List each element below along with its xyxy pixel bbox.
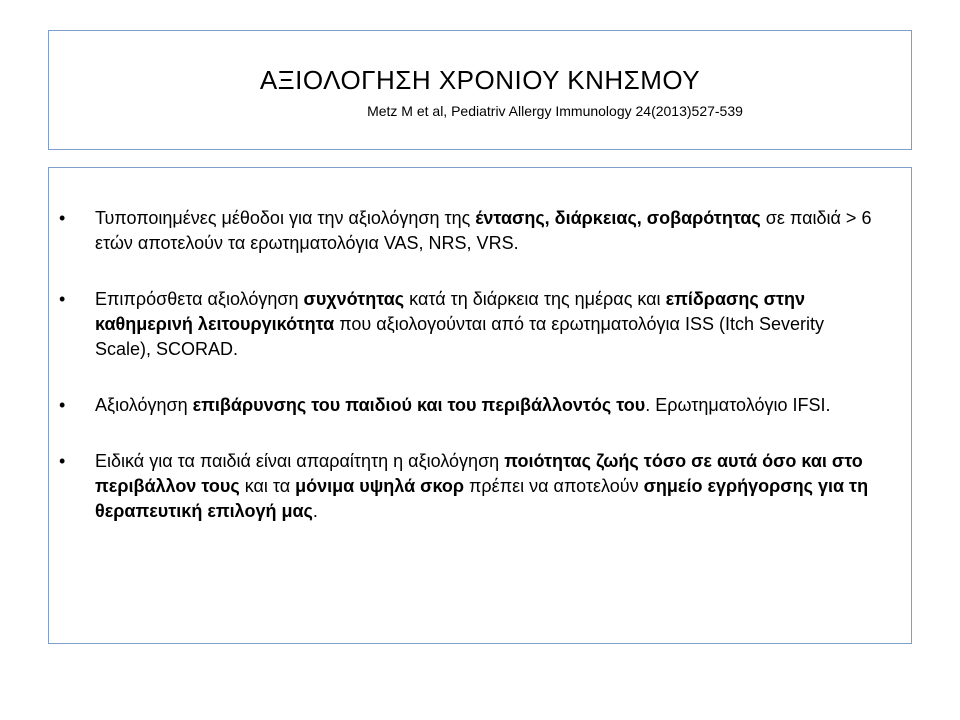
bullet-text-bold: συχνότητας	[303, 289, 405, 309]
slide-citation: Metz M et al, Pediatriv Allergy Immunology 24(2013)527-539	[367, 103, 743, 119]
bullet-text-segment: Τυποποιημένες μέθοδοι για την αξιολόγηση της	[95, 208, 476, 228]
bullet-text-bold: επιβάρυνσης του παιδιού και του περιβάλλοντός του	[192, 395, 646, 415]
bullet-text-segment: Επιπρόσθετα αξιολόγηση	[95, 289, 304, 309]
bullet-text-segment: πρέπει να αποτελούν	[464, 476, 644, 496]
bullet-text-bold: επίδρασης στην καθημερινή λειτουργικότητα	[95, 289, 806, 334]
bullet-text-segment: . Ερωτηματολόγιο IFSI.	[645, 395, 831, 415]
bullet-text-bold: μόνιμα υψηλά σκορ	[295, 476, 465, 496]
bullet-text-segment: σε παιδιά > 6 ετών αποτελούν τα ερωτηματολόγια VAS, NRS, VRS.	[95, 208, 872, 253]
bullet-item	[49, 206, 911, 256]
bullet-dot-icon: •	[59, 208, 66, 228]
bullet-text-segment: Ειδικά για τα παιδιά είναι απαραίτητη η αξιολόγηση	[95, 451, 505, 471]
bullet-item	[49, 287, 911, 362]
title-box	[48, 30, 912, 150]
bullet-text-segment: κατά τη διάρκεια της ημέρας και	[404, 289, 666, 309]
bullet-text-segment: που αξιολογούνται από τα ερωτηματολόγια ISS (Itch Severity Scale), SCORAD.	[95, 314, 824, 359]
bullet-list	[49, 206, 911, 555]
content-box	[48, 167, 912, 644]
bullet-dot-icon: •	[59, 451, 66, 471]
bullet-dot-icon: •	[59, 289, 66, 309]
bullet-text-segment: .	[312, 501, 318, 521]
bullet-text-bold: έντασης, διάρκειας, σοβαρότητας	[475, 208, 761, 228]
bullet-text-bold: σημείο εγρήγορσης για τη θεραπευτική επιλογή μας	[95, 476, 869, 521]
bullet-text-segment: Αξιολόγηση	[95, 395, 193, 415]
bullet-dot-icon: •	[59, 395, 66, 415]
bullet-text-segment: και τα	[239, 476, 296, 496]
slide-title: ΑΞΙΟΛΟΓΗΣΗ ΧΡΟΝΙΟΥ ΚΝΗΣΜΟΥ	[259, 65, 701, 95]
bullet-text-bold: ποιότητας ζωής τόσο σε αυτά όσο και στο περιβάλλον τους	[95, 451, 863, 496]
bullet-item	[49, 449, 911, 524]
bullet-item	[49, 393, 911, 418]
